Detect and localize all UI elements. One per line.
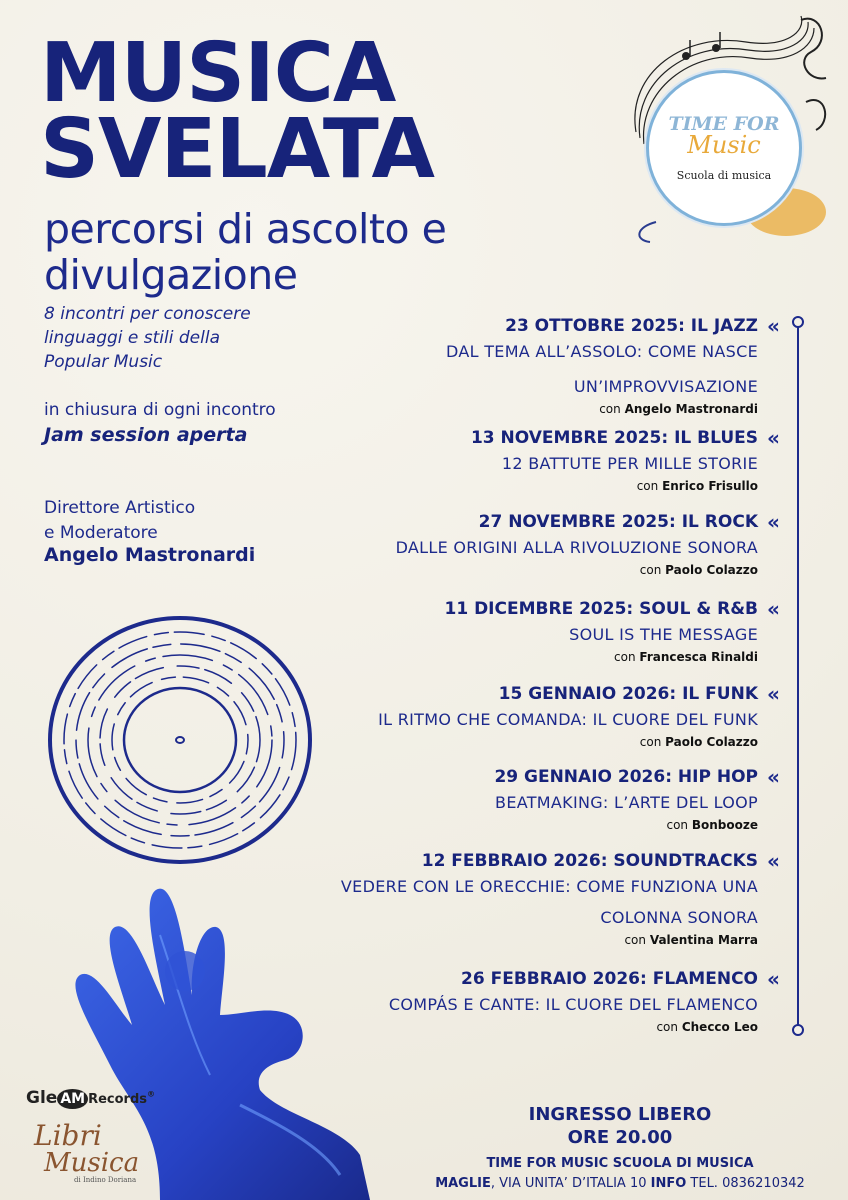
timeline-bottom-dot (792, 1024, 804, 1036)
event-rock (396, 510, 758, 579)
event-subtitle: VEDERE CON LE ORECCHIE: COME FUNZIONA UNA (340, 877, 758, 896)
event-heading: 15 GENNAIO 2026: IL FUNK (498, 684, 758, 704)
event-speaker: con Enrico Frisullo (636, 479, 758, 493)
event-time: ORE 20.00 (567, 1127, 673, 1148)
event-heading: 29 GENNAIO 2026: HIP HOP (494, 767, 758, 787)
event-heading: 23 OTTOBRE 2025: IL JAZZ (505, 316, 758, 336)
event-soul (445, 597, 759, 666)
event-subtitle: DALLE ORIGINI ALLA RIVOLUZIONE SONORA (395, 538, 758, 557)
vinyl-record-icon (44, 612, 316, 868)
event-speaker: con Paolo Colazzo (639, 735, 758, 749)
free-entry: INGRESSO LIBERO (528, 1104, 712, 1125)
event-speaker: con Paolo Colazzo (639, 563, 758, 577)
poster-subtitle (44, 206, 644, 298)
event-subtitle: BEATMAKING: L’ARTE DEL LOOP (495, 793, 758, 812)
chevron-left-icon: « (767, 597, 780, 621)
event-flamenco (389, 967, 758, 1036)
jam-intro: in chiusura di ogni incontro (44, 400, 276, 420)
event-subtitle: SOUL IS THE MESSAGE (569, 625, 758, 644)
event-subtitle-2: COLONNA SONORA (600, 908, 758, 927)
title-line-2: SVELATA (40, 102, 434, 197)
event-heading: 11 DICEMBRE 2025: SOUL & R&B (444, 599, 758, 619)
chevron-left-icon: « (767, 967, 780, 991)
director-line-2: e Moderatore (44, 523, 158, 543)
libri-musica-logo: Libri Musica di Indino Doriana (34, 1119, 140, 1184)
event-heading: 26 FEBBRAIO 2026: FLAMENCO (461, 969, 758, 989)
event-heading: 12 FEBBRAIO 2026: SOUNDTRACKS (421, 851, 758, 871)
intro-line-1: 8 incontri per conoscere (44, 304, 251, 324)
chevron-left-icon: « (767, 765, 780, 789)
event-soundtracks (341, 849, 758, 949)
intro-line-2: linguaggi e stili della (44, 328, 220, 348)
event-speaker: con Valentina Marra (624, 933, 758, 947)
logo-line-2: Music (687, 131, 761, 159)
event-jazz (446, 314, 758, 418)
director-line-1: Direttore Artistico (44, 498, 196, 518)
jam-label: Jam session aperta (44, 424, 248, 446)
event-heading: 27 NOVEMBRE 2025: IL ROCK (478, 512, 758, 532)
event-blues (471, 426, 758, 495)
logo-line-3: Scuola di musica (676, 169, 772, 182)
logo-badge (646, 70, 802, 226)
intro-text (44, 302, 324, 374)
school-logo (626, 12, 834, 248)
chevron-left-icon: « (767, 426, 780, 450)
timeline-line (797, 322, 799, 1030)
event-hiphop (494, 765, 758, 834)
intro-line-3: Popular Music (44, 352, 163, 372)
event-subtitle: IL RITMO CHE COMANDA: IL CUORE DEL FUNK (378, 710, 758, 729)
chevron-left-icon: « (767, 314, 780, 338)
event-speaker: con Checco Leo (656, 1020, 758, 1034)
event-subtitle: 12 BATTUTE PER MILLE STORIE (501, 454, 758, 473)
footer-info (410, 1104, 830, 1194)
event-speaker: con Angelo Mastronardi (599, 402, 758, 416)
poster-title (40, 26, 434, 197)
event-subtitle: COMPÁS E CANTE: IL CUORE DEL FLAMENCO (388, 995, 758, 1014)
logo-line-1: TIME FOR (668, 113, 780, 135)
event-subtitle: DAL TEMA ALL’ASSOLO: COME NASCE (446, 342, 758, 361)
subtitle-line-2: divulgazione (44, 251, 298, 299)
event-funk (378, 682, 758, 751)
event-heading: 13 NOVEMBRE 2025: IL BLUES (470, 428, 758, 448)
chevron-left-icon: « (767, 849, 780, 873)
director-role (44, 496, 195, 546)
chevron-left-icon: « (767, 682, 780, 706)
director-name: Angelo Mastronardi (44, 544, 256, 566)
event-speaker: con Francesca Rinaldi (614, 650, 758, 664)
event-speaker: con Bonbooze (666, 818, 758, 832)
timeline-top-dot (792, 316, 804, 328)
venue-address: MAGLIE, VIA UNITA’ D’ITALIA 10 INFO TEL. 0836210342 (435, 1176, 805, 1191)
gleam-records-logo: Gle AM Records® (26, 1088, 156, 1108)
subtitle-line-1: percorsi di ascolto e (44, 205, 447, 253)
title-line-1: MUSICA (40, 26, 396, 121)
venue-name: TIME FOR MUSIC SCUOLA DI MUSICA (486, 1156, 754, 1171)
chevron-left-icon: « (767, 510, 780, 534)
event-subtitle-2: UN’IMPROVVISAZIONE (573, 377, 758, 396)
